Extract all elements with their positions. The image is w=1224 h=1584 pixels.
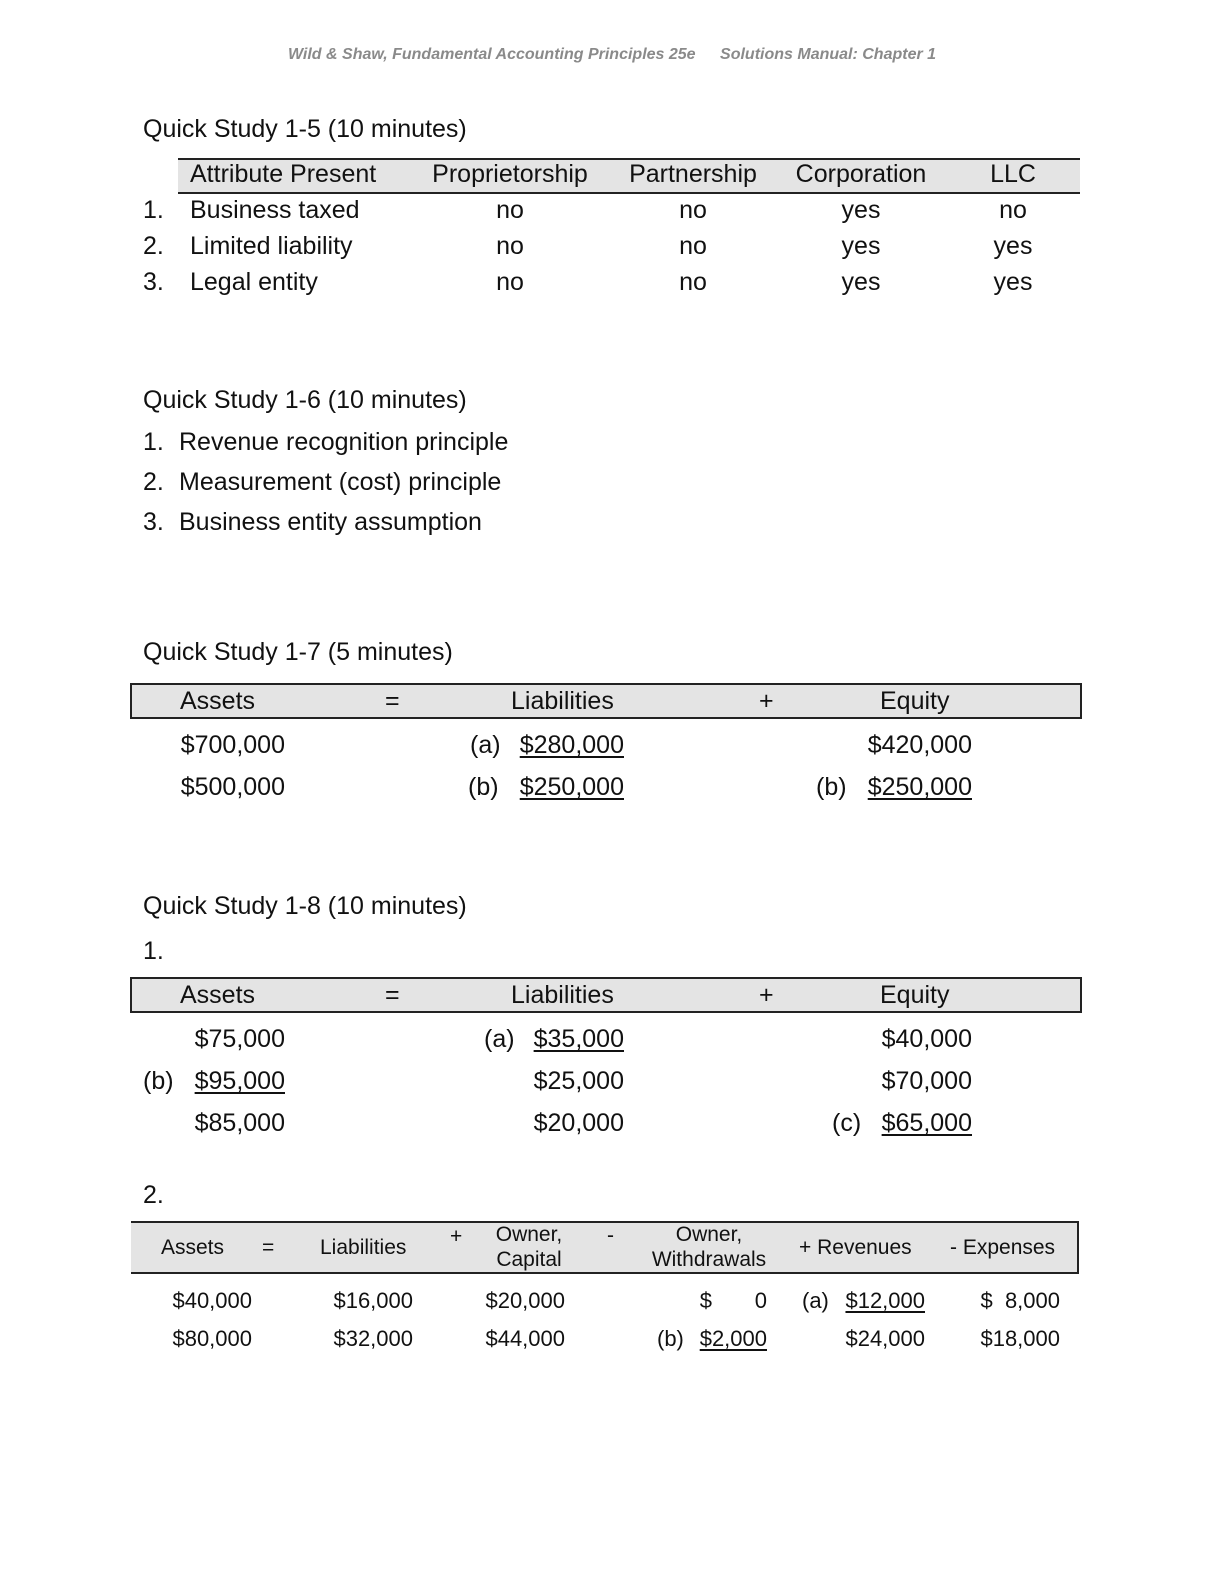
qs17-liabilities: $250,000 [519, 773, 624, 801]
qs15-cell: yes [841, 196, 881, 224]
qs15-cell: no [496, 268, 524, 296]
qs18-equity: $40,000 [881, 1025, 972, 1053]
qs17-title: Quick Study 1-7 (5 minutes) [143, 638, 453, 666]
qs15-row-attr: Business taxed [190, 196, 360, 224]
qs18-eq2-capital: $44,000 [485, 1326, 565, 1351]
qs18-assets-tag: (b) [143, 1067, 174, 1095]
qs18-part2-label: 2. [143, 1181, 164, 1209]
qs18-eq2-head-expenses: - Expenses [950, 1236, 1056, 1259]
qs18-eq2-withdrawals-tag: (b) [657, 1326, 684, 1351]
qs17-head-plus: + [759, 687, 774, 715]
qs15-row-num: 3. [143, 268, 164, 296]
qs15-col-corporation: Corporation [795, 160, 927, 188]
qs17-equity-tag: (b) [816, 773, 847, 801]
qs15-title: Quick Study 1-5 (10 minutes) [143, 115, 467, 143]
qs18-title: Quick Study 1-8 (10 minutes) [143, 892, 467, 920]
qs18-part1-label: 1. [143, 937, 164, 965]
qs17-liab-tag: (a) [470, 731, 501, 759]
qs15-cell: no [679, 196, 707, 224]
qs18-head-liabilities: Liabilities [511, 981, 614, 1009]
qs18-assets: $75,000 [194, 1025, 285, 1053]
qs18-eq2-head-withdrawals-1: Owner, [675, 1223, 743, 1246]
qs18-liabilities: $20,000 [533, 1109, 624, 1137]
qs15-col-attribute: Attribute Present [190, 160, 377, 188]
qs18-equity: $70,000 [881, 1067, 972, 1095]
page-header [0, 46, 1224, 64]
qs15-cell: no [999, 196, 1027, 224]
qs18-assets: $95,000 [194, 1067, 285, 1095]
qs15-row-num: 1. [143, 196, 164, 224]
qs17-assets: $700,000 [180, 731, 285, 759]
qs18-head-equals: = [385, 981, 400, 1009]
qs18-liabilities: $35,000 [533, 1025, 624, 1053]
qs17-liabilities: $280,000 [519, 731, 624, 759]
qs17-equity: $420,000 [867, 731, 972, 759]
qs15-cell: yes [841, 232, 881, 260]
qs15-col-llc: LLC [990, 160, 1036, 188]
qs16-item-num: 1. [143, 428, 164, 456]
qs16-title: Quick Study 1-6 (10 minutes) [143, 386, 467, 414]
header-chapter: Solutions Manual: Chapter 1 [720, 46, 937, 63]
qs16-item-text: Business entity assumption [179, 508, 482, 536]
qs18-eq2-revenues: $12,000 [845, 1288, 925, 1313]
qs15-cell: yes [993, 268, 1033, 296]
qs18-eq2-head-equals: = [262, 1236, 275, 1259]
qs15-col-partnership: Partnership [629, 160, 757, 188]
qs18-eq2-revenues-tag: (a) [802, 1288, 829, 1313]
qs18-eq2-capital: $20,000 [485, 1288, 565, 1313]
qs16-item-text: Revenue recognition principle [179, 428, 509, 456]
qs15-cell: yes [993, 232, 1033, 260]
qs15-row-num: 2. [143, 232, 164, 260]
qs15-row-attr: Limited liability [190, 232, 353, 260]
qs18-eq2-expenses: $ 8,000 [980, 1288, 1060, 1313]
qs18-eq2-assets: $40,000 [172, 1288, 252, 1313]
qs16-item-num: 3. [143, 508, 164, 536]
qs17-liab-tag: (b) [468, 773, 499, 801]
qs16-item-text: Measurement (cost) principle [179, 468, 502, 496]
qs18-eq2-head-capital-1: Owner, [495, 1223, 563, 1246]
qs18-eq2-head-plus: + [450, 1225, 463, 1248]
qs18-equity-tag: (c) [832, 1109, 862, 1137]
qs17-assets: $500,000 [180, 773, 285, 801]
qs17-head-liabilities: Liabilities [511, 687, 614, 715]
qs18-eq2-withdrawals: $ 0 [699, 1288, 767, 1313]
qs18-eq2-head-capital-2: Capital [496, 1248, 562, 1271]
qs18-equity: $65,000 [881, 1109, 972, 1137]
qs18-eq2-head-revenues: + Revenues [799, 1236, 912, 1259]
qs18-eq2-assets: $80,000 [172, 1326, 252, 1351]
qs15-cell: no [679, 232, 707, 260]
qs17-head-assets: Assets [180, 687, 256, 715]
qs18-liab-tag: (a) [484, 1025, 515, 1053]
qs18-assets: $85,000 [194, 1109, 285, 1137]
qs18-eq2-liabilities: $32,000 [333, 1326, 413, 1351]
qs18-eq2-head-assets: Assets [161, 1236, 225, 1259]
qs18-eq2-head-liabilities: Liabilities [320, 1236, 407, 1259]
qs18-eq2-head-withdrawals-2: Withdrawals [651, 1248, 767, 1271]
qs18-eq2-withdrawals: $2,000 [699, 1326, 767, 1351]
qs15-cell: yes [841, 268, 881, 296]
header-book-title: Wild & Shaw, Fundamental Accounting Principles 25e [287, 46, 696, 63]
qs15-col-proprietorship: Proprietorship [432, 160, 588, 188]
qs18-liabilities: $25,000 [533, 1067, 624, 1095]
qs15-cell: no [496, 196, 524, 224]
qs18-head-plus: + [759, 981, 774, 1009]
qs18-eq2-head-minus: - [607, 1224, 614, 1247]
qs18-head-equity: Equity [880, 981, 950, 1009]
qs18-eq2-revenues: $24,000 [845, 1326, 925, 1351]
qs15-cell: no [496, 232, 524, 260]
qs16-item-num: 2. [143, 468, 164, 496]
qs18-head-assets: Assets [180, 981, 256, 1009]
qs18-eq2-liabilities: $16,000 [333, 1288, 413, 1313]
qs15-row-attr: Legal entity [190, 268, 318, 296]
qs17-head-equity: Equity [880, 687, 950, 715]
qs18-eq2-expenses: $18,000 [980, 1326, 1060, 1351]
qs17-head-equals: = [385, 687, 400, 715]
qs17-equity: $250,000 [867, 773, 972, 801]
qs15-cell: no [679, 268, 707, 296]
